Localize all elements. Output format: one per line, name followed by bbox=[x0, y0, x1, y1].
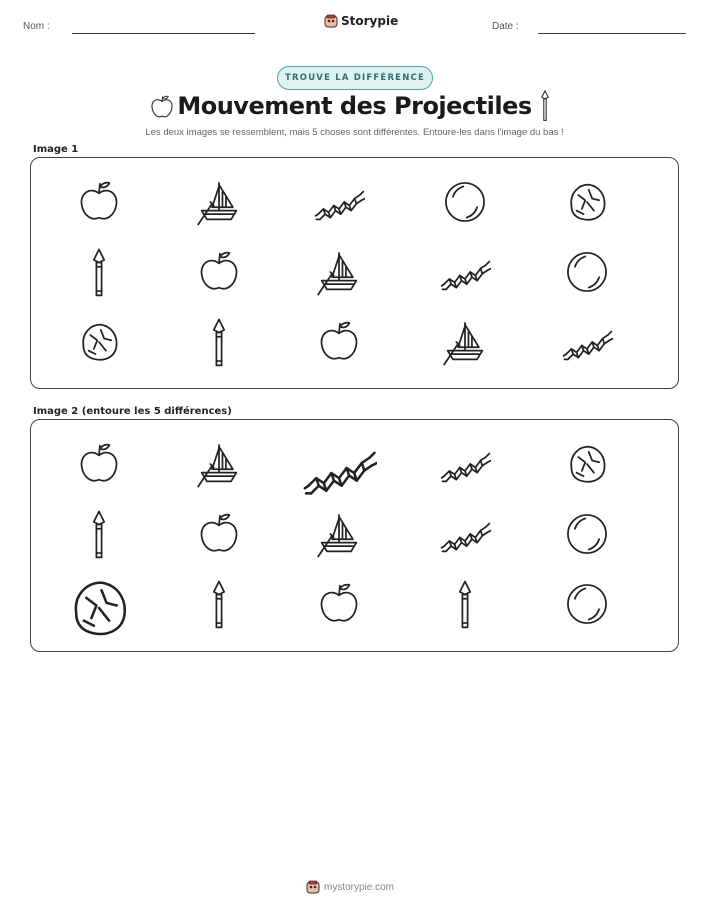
apple-icon bbox=[313, 316, 365, 368]
rock-icon[interactable] bbox=[561, 438, 613, 490]
ball-icon[interactable] bbox=[561, 508, 613, 560]
image2-panel[interactable] bbox=[30, 419, 679, 652]
name-label: Nom : bbox=[23, 21, 50, 32]
rope-icon bbox=[561, 316, 613, 368]
image1-label: Image 1 bbox=[33, 144, 79, 155]
rock-icon[interactable] bbox=[61, 570, 137, 646]
apple-icon bbox=[73, 176, 125, 228]
apple-icon[interactable] bbox=[313, 578, 365, 630]
boat-icon bbox=[313, 246, 365, 298]
instructions: Les deux images se ressemblent, mais 5 choses sont différentes. Entoure-les dans l'image du bas ! bbox=[145, 127, 564, 138]
apple-icon[interactable] bbox=[193, 508, 245, 560]
mascot-icon bbox=[324, 14, 338, 28]
boat-icon[interactable] bbox=[193, 438, 245, 490]
page-title: Mouvement des Projectiles bbox=[177, 92, 532, 120]
brand-name: Storypie bbox=[341, 14, 399, 28]
boat-icon[interactable] bbox=[313, 508, 365, 560]
title-spear-icon bbox=[538, 90, 552, 122]
ball-icon bbox=[561, 246, 613, 298]
spear-icon bbox=[193, 316, 245, 368]
footer bbox=[306, 880, 394, 894]
rope-icon[interactable] bbox=[301, 430, 377, 506]
spear-icon[interactable] bbox=[439, 578, 491, 630]
rope-icon[interactable] bbox=[439, 508, 491, 560]
ball-icon[interactable] bbox=[561, 578, 613, 630]
spear-icon bbox=[73, 246, 125, 298]
brand-logo bbox=[324, 14, 398, 28]
rope-icon[interactable] bbox=[439, 438, 491, 490]
ball-icon bbox=[439, 176, 491, 228]
spear-icon[interactable] bbox=[193, 578, 245, 630]
apple-icon[interactable] bbox=[73, 438, 125, 490]
spear-icon[interactable] bbox=[73, 508, 125, 560]
boat-icon bbox=[193, 176, 245, 228]
name-line[interactable] bbox=[72, 33, 255, 34]
boat-icon bbox=[439, 316, 491, 368]
rock-icon bbox=[73, 316, 125, 368]
rope-icon bbox=[439, 246, 491, 298]
footer-mascot-icon bbox=[306, 880, 320, 894]
rope-icon bbox=[313, 176, 365, 228]
image1-panel bbox=[30, 157, 679, 389]
footer-url: mystorypie.com bbox=[324, 881, 395, 893]
apple-icon bbox=[193, 246, 245, 298]
activity-badge: TROUVE LA DIFFÉRENCE bbox=[277, 66, 433, 90]
image2-label: Image 2 (entoure les 5 différences) bbox=[33, 406, 232, 417]
date-label: Date : bbox=[492, 21, 519, 32]
date-line[interactable] bbox=[538, 33, 686, 34]
rock-icon bbox=[561, 176, 613, 228]
